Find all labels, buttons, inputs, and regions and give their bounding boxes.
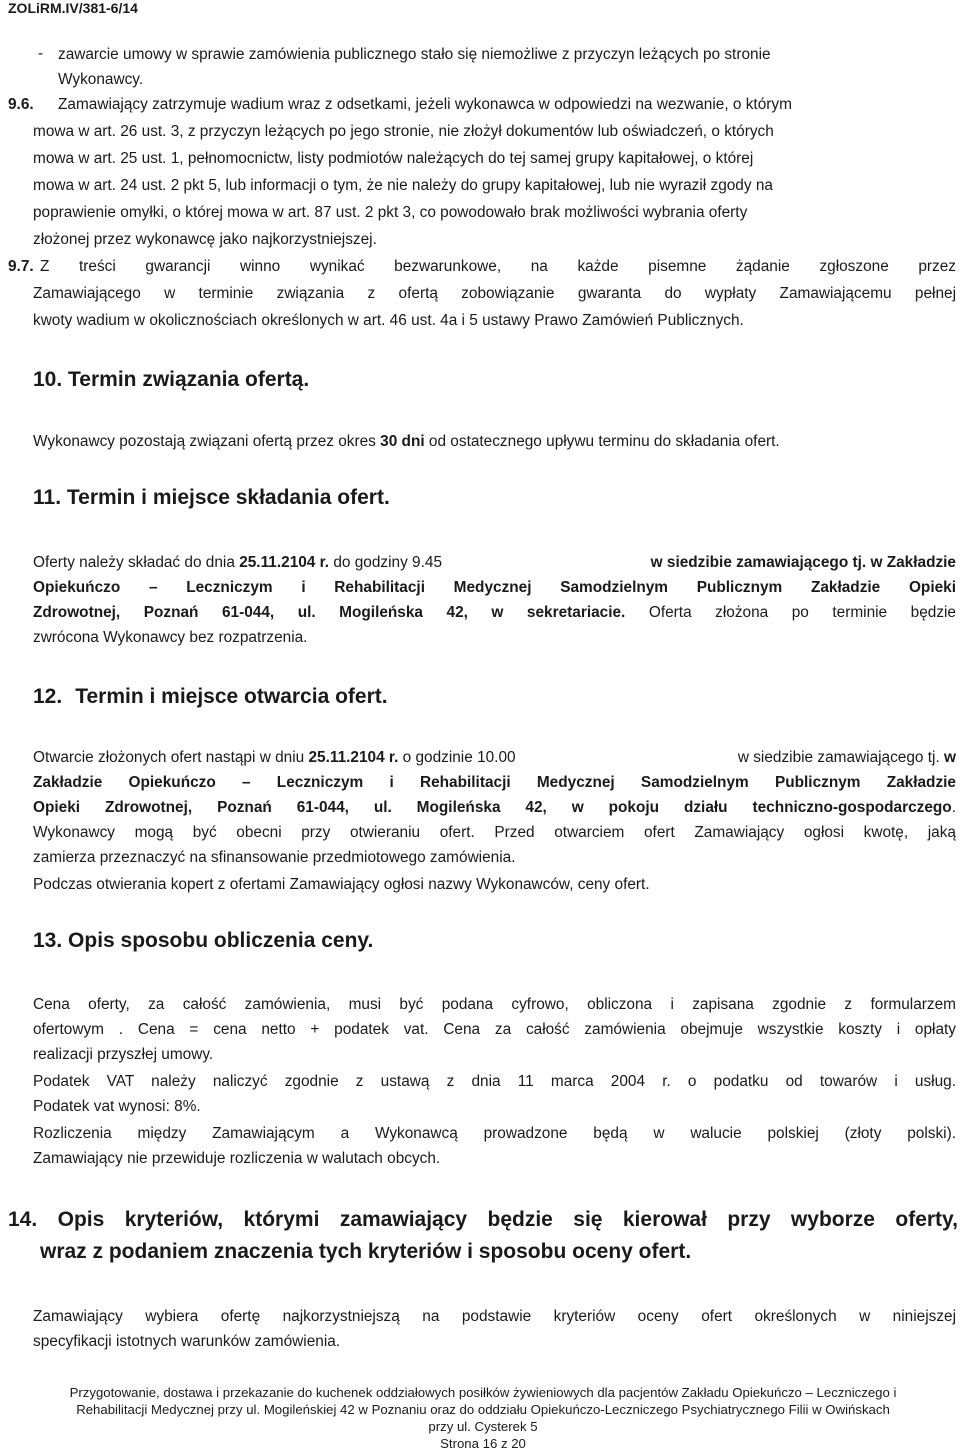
section-13-line: Podatek VAT należy naliczyć zgodnie z ustawą z dnia 11 marca 2004 r. o podatku od towarów i usług.	[33, 1073, 956, 1090]
text-segment: Otwarcie złożonych ofert nastąpi w dniu	[33, 749, 309, 766]
text-segment-bold: 25.11.2104 r.	[308, 749, 399, 766]
line-segment	[33, 550, 442, 575]
section-14-heading-line-2: wraz z podaniem znaczenia tych kryteriów i sposobu oceny ofert.	[40, 1240, 692, 1263]
dash-line-2: Wykonawcy.	[58, 71, 144, 88]
footer-line: Przygotowanie, dostawa i przekazanie do kuchenek oddziałowych posiłków żywieniowych dla pacjentów Zakładu Opiekuńczo – Leczniczego i	[69, 1385, 897, 1400]
dash-line-1: zawarcie umowy w sprawie zamówienia publicznego stało się niemożliwe z przyczyn leżących po stronie	[58, 46, 771, 63]
clause-line: Zamawiający zatrzymuje wadium wraz z odsetkami, jeżeli wykonawca w odpowiedzi na wezwanie, o którym	[58, 96, 792, 113]
dash-marker: -	[38, 45, 44, 62]
clause-line: kwoty wadium w okolicznościach określonych w art. 46 ust. 4a i 5 ustawy Prawo Zamówień Publicznych.	[33, 312, 744, 329]
section-12-line-5: zamierza przeznaczyć na sfinansowanie przedmiotowego zamówienia.	[33, 849, 516, 866]
line-segment	[33, 745, 516, 770]
clause-line: poprawienie omyłki, o której mowa w art. 87 ust. 2 pkt 3, co powodowało brak możliwości wybrania oferty	[33, 204, 748, 221]
clause-line: Z treści gwarancji winno wynikać bezwarunkowe, na każde pisemne żądanie zgłoszone przez	[40, 258, 956, 275]
text-segment-bold: Opieki Zdrowotnej, Poznań 61-044, ul. Mogileńska 42, w pokoju działu techniczno-gospodarczego	[33, 799, 952, 816]
section-12-line-3	[33, 795, 956, 820]
text-segment-bold: Zdrowotnej, Poznań 61-044, ul. Mogileńska 42, w sekretariacie.	[33, 604, 626, 621]
page-footer	[8, 1384, 958, 1452]
footer-line: przy ul. Cysterek 5	[428, 1419, 538, 1434]
section-12-line-6: Podczas otwierania kopert z ofertami Zamawiający ogłosi nazwy Wykonawców, ceny ofert.	[33, 876, 650, 893]
text-segment: od ostatecznego upływu terminu do składania ofert.	[424, 433, 780, 450]
text-segment: Wykonawcy pozostają związani ofertą przez okres	[33, 433, 381, 450]
text-segment: Oferta złożona po terminie będzie	[625, 604, 956, 621]
clause-line: złożonej przez wykonawcę jako najkorzystniejszej.	[33, 231, 377, 248]
section-11-line-2: Opiekuńczo – Leczniczym i Rehabilitacji Medycznej Samodzielnym Publicznym Zakładzie Opieki	[33, 579, 956, 596]
section-13-line: Rozliczenia między Zamawiającym a Wykonawcą prowadzone będą w walucie polskiej (złoty polski).	[33, 1125, 956, 1142]
clause-line: mowa w art. 26 ust. 3, z przyczyn leżących po jego stronie, nie złożył dokumentów lub oświadczeń, o których	[33, 123, 774, 140]
section-13-line: realizacji przyszłej umowy.	[33, 1046, 214, 1063]
section-14-heading-line-1: 14. Opis kryteriów, którymi zamawiający będzie się kierował przy wyborze oferty,	[8, 1208, 958, 1231]
clause-number: 9.7.	[8, 258, 34, 275]
text-segment-bold: 30 dni	[380, 433, 425, 450]
section-10-text	[33, 429, 956, 454]
section-14-line: Zamawiający wybiera ofertę najkorzystniejszą na podstawie kryteriów oceny ofert określonych w niniejszej	[33, 1308, 956, 1325]
section-13-heading: 13. Opis sposobu obliczenia ceny.	[33, 929, 374, 952]
section-11-line-4: zwrócona Wykonawcy bez rozpatrzenia.	[33, 629, 308, 646]
footer-line: Rehabilitacji Medycznej przy ul. Mogileńskiej 42 w Poznaniu oraz do oddziału Opiekuńczo-Leczniczego Psychiatrycznego Filii w Owińskach	[76, 1402, 890, 1417]
clause-line: mowa w art. 25 ust. 1, pełnomocnictw, listy podmiotów należących do tej samej grupy kapitałowej, o której	[33, 150, 754, 167]
section-14-line: specyfikacji istotnych warunków zamówienia.	[33, 1333, 341, 1350]
clause-number: 9.6.	[8, 96, 34, 113]
section-13-line: Zamawiający nie przewiduje rozliczenia w walutach obcych.	[33, 1150, 441, 1167]
section-12-heading	[33, 685, 388, 709]
section-13-line: Podatek vat wynosi: 8%.	[33, 1098, 201, 1115]
text-segment: .	[951, 799, 956, 816]
section-13-line: ofertowym . Cena = cena netto + podatek vat. Cena za całość zamówienia obejmuje wszystkie koszty i opłaty	[33, 1021, 956, 1038]
text-segment: do godziny 9.45	[329, 554, 443, 571]
text-segment-bold: 25.11.2104 r.	[239, 554, 330, 571]
clause-line: mowa w art. 24 ust. 2 pkt 5, lub informacji o tym, że nie należy do grupy kapitałowej, lub nie wyraził zgody na	[33, 177, 773, 194]
section-11-heading: 11. Termin i miejsce składania ofert.	[33, 486, 390, 509]
heading-text: Termin i miejsce otwarcia ofert.	[75, 685, 388, 708]
page-number: Strona 16 z 20	[440, 1436, 526, 1451]
section-10-heading: 10. Termin związania ofertą.	[33, 368, 310, 391]
line-segment	[738, 745, 956, 770]
document-code: ZOLiRM.IV/381-6/14	[8, 0, 138, 16]
clause-line: Zamawiającego w terminie związania z ofertą zobowiązanie gwaranta do wypłaty Zamawiającemu pełnej	[33, 285, 956, 302]
heading-number: 12.	[33, 685, 63, 708]
text-segment-bold: w siedzibie zamawiającego tj. w Zakładzie	[650, 554, 956, 571]
section-11-line-3	[33, 600, 956, 625]
text-segment: w siedzibie zamawiającego tj.	[737, 749, 945, 766]
text-segment: Oferty należy składać do dnia	[33, 554, 240, 571]
section-12-line-2: Zakładzie Opiekuńczo – Leczniczym i Rehabilitacji Medycznej Samodzielnym Publicznym Zakładzie	[33, 774, 956, 791]
text-segment: o godzinie 10.00	[398, 749, 516, 766]
section-11-line-1	[33, 550, 956, 575]
text-segment-bold: w	[944, 749, 956, 766]
section-12-line-1	[33, 745, 956, 770]
section-13-line: Cena oferty, za całość zamówienia, musi być podana cyfrowo, obliczona i zapisana zgodnie z formularzem	[33, 996, 956, 1013]
section-12-line-4: Wykonawcy mogą być obecni przy otwieraniu ofert. Przed otwarciem ofert Zamawiający ogłosi kwotę, jaką	[33, 824, 956, 841]
